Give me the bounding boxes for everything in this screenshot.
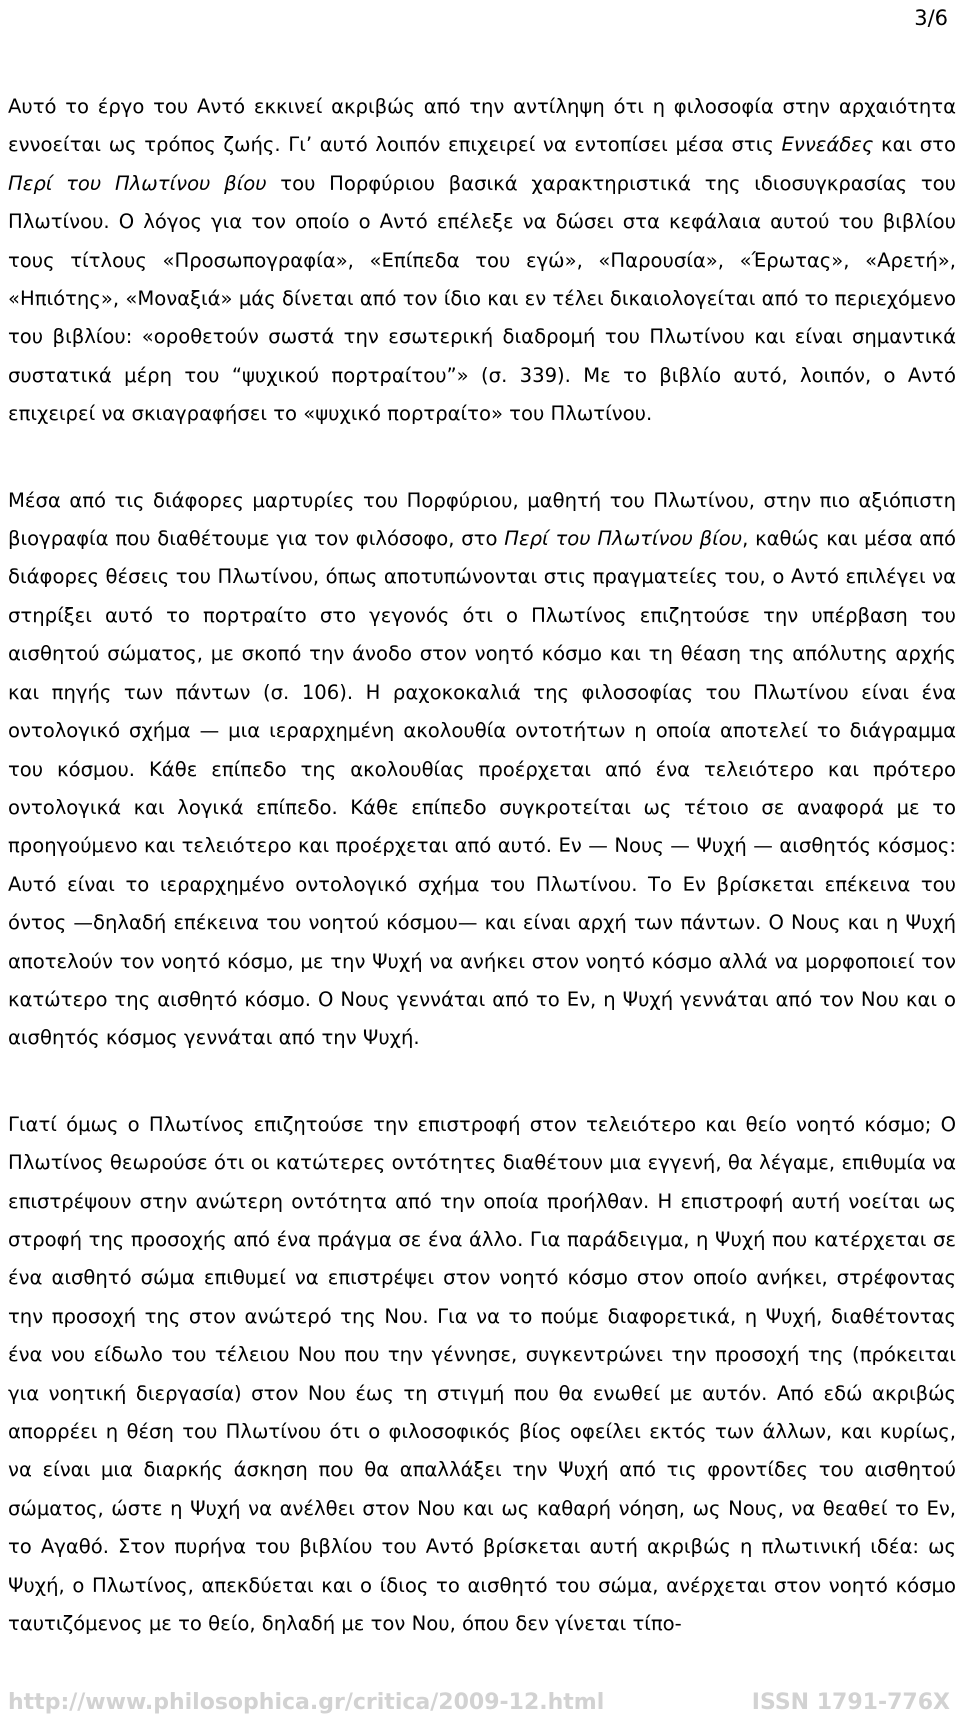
- text-run: , καθώς και μέσα από διάφορες θέσεις του Πλωτίνου, όπως αποτυπώνονται στις πραγματείες του, ο Αντό επιλέγει να στηρίξει αυτό το πορτραίτο στο γεγονός ότι ο Πλωτίνος επιζητούσε την υπέρβαση του αισθητού σώματος, με σκοπό την άνοδο στον νοητό κόσμο και τη θέαση της απόλυτης αρχής και πηγής των πάντων (σ. 106). Η ραχοκοκαλιά της φιλοσοφίας του Πλωτίνου είναι ένα οντολογικό σχήμα — μια ιεραρχημένη ακολουθία οντοτήτων η οποία αποτελεί το διάγραμμα του κόσμου. Κάθε επίπεδο της ακολουθίας προέρχεται από ένα τελειότερο και πρότερο οντολογικά και λογικά επίπεδο. Κάθε επίπεδο συγκροτείται ως τέτοιο σε αναφορά με το προηγούμενο και τελειότερο και προέρχεται από αυτό. Εν — Νους — Ψυχή — αισθητός κόσμος: Αυτό είναι το ιεραρχημένο οντολογικό σχήμα του Πλωτίνου. Το Εν βρίσκεται επέκεινα του όντος —δηλαδή επέκεινα του νοητού κόσμου— και είναι αρχή των πάντων. Ο Νους και η Ψυχή αποτελούν τον νοητό κόσμο, με την Ψυχή να ανήκει στον νοητό κόσμο αλλά να μορφοποιεί τον κατώτερο της αισθητό κόσμο. Ο Νους γεννάται από το Εν, η Ψυχή γεννάται από τον Νου και ο αισθητός κόσμος γεννάται από την Ψυχή.: [8, 527, 957, 1050]
- text-run: Γιατί όμως ο Πλωτίνος επιζητούσε την επιστροφή στον τελειότερο και θείο νοητό κόσμο; Ο Πλωτίνος θεωρούσε ότι οι κατώτερες οντότητες διαθέτουν μια εγγενή, θα λέγαμε, επιθυμία να επιστρέψουν στην ανώτερη οντότητα από την οποία προήλθαν. Η επιστροφή αυτή νοείται ως στροφή της προσοχής από ένα πράγμα σε ένα άλλο. Για παράδειγμα, η Ψυχή που κατέρχεται σε ένα αισθητό σώμα επιθυμεί να επιστρέψει στον νοητό κόσμο στον οποίο ανήκει, στρέφοντας την προσοχή της στον ανώτερό της Νου. Για να το πούμε διαφορετικά, η Ψυχή, διαθέτοντας ένα νου είδωλο του τέλειου Νου που την γέννησε, συγκεντρώνει την προσοχή της (πρόκειται για νοητική διεργασία) στον Νου έως τη στιγμή που θα ενωθεί με αυτόν. Από εδώ ακριβώς απορρέει η θέση του Πλωτίνου ότι ο φιλοσοφικός βίος οφείλει εκτός των άλλων, και κυρίως, να είναι μια διαρκής άσκηση που θα απαλλάξει την Ψυχή από τις φροντίδες του αισθητού σώματος, ώστε η Ψυχή να ανέλθει στον Νου και ως καθαρή νόηση, ως Νους, να θεαθεί το Εν, το Αγαθό. Στον πυρήνα του βιβλίου του Αντό βρίσκεται αυτή ακριβώς η πλωτινική ιδέα: ως Ψυχή, ο Πλωτίνος, απεκδύεται και ο ίδιος το αισθητό του σώμα, ανέρχεται στον νοητό κόσμο ταυτιζόμενος με το θείο, δηλαδή με τον Νου, όπου δεν γίνεται τίπο-: [8, 1112, 956, 1636]
- page-number: 3/6: [914, 6, 948, 30]
- text-run: Αυτό το έργο του Αντό εκκινεί ακριβώς από την αντίληψη ότι η φιλοσοφία στην αρχαιότητα εννοείται ως τρόπος ζωής. Γι’ αυτό λοιπόν επιχειρεί να εντοπίσει μέσα στις: [8, 95, 956, 157]
- book-title-italic: Περί του Πλωτίνου βίου: [504, 527, 743, 551]
- paragraph-3: [8, 1106, 956, 1644]
- footer-issn: ISSN 1791-776X: [751, 1690, 950, 1715]
- page-footer: [8, 1690, 950, 1720]
- article-body: [8, 88, 956, 1643]
- paragraph-1: [8, 88, 956, 434]
- paragraph-2: [8, 482, 956, 1058]
- book-title-italic: Εννεάδες: [781, 133, 874, 157]
- text-run: και στο: [873, 133, 956, 157]
- footer-url[interactable]: http://www.philosophica.gr/critica/2009-12.html: [8, 1690, 605, 1715]
- text-run: του Πορφύριου βασικά χαρακτηριστικά της ιδιοσυγκρασίας του Πλωτίνου. Ο λόγος για τον οποίο ο Αντό επέλεξε να δώσει στα κεφάλαια αυτού του βιβλίου τους τίτλους «Προσωπογραφία», «Επίπεδα του εγώ», «Παρουσία», «Έρωτας», «Αρετή», «Ηπιότης», «Μοναξιά» μάς δίνεται από τον ίδιο και εν τέλει δικαιολογείται από το περιεχόμενο του βιβλίου: «οροθετούν σωστά την εσωτερική διαδρομή του Πλωτίνου και είναι σημαντικά συστατικά μέρη του “ψυχικού πορτραίτου”» (σ. 339). Με το βιβλίο αυτό, λοιπόν, ο Αντό επιχειρεί να σκιαγραφήσει το «ψυχικό πορτραίτο» του Πλωτίνου.: [8, 171, 957, 426]
- text-run: Μέσα από τις διάφορες μαρτυρίες του Πορφύριου, μαθητή του Πλωτίνου, στην πιο αξιόπιστη βιογραφία που διαθέτουμε για τον φιλόσοφο, στο: [8, 488, 956, 551]
- book-title-italic: Περί του Πλωτίνου βίου: [8, 171, 267, 195]
